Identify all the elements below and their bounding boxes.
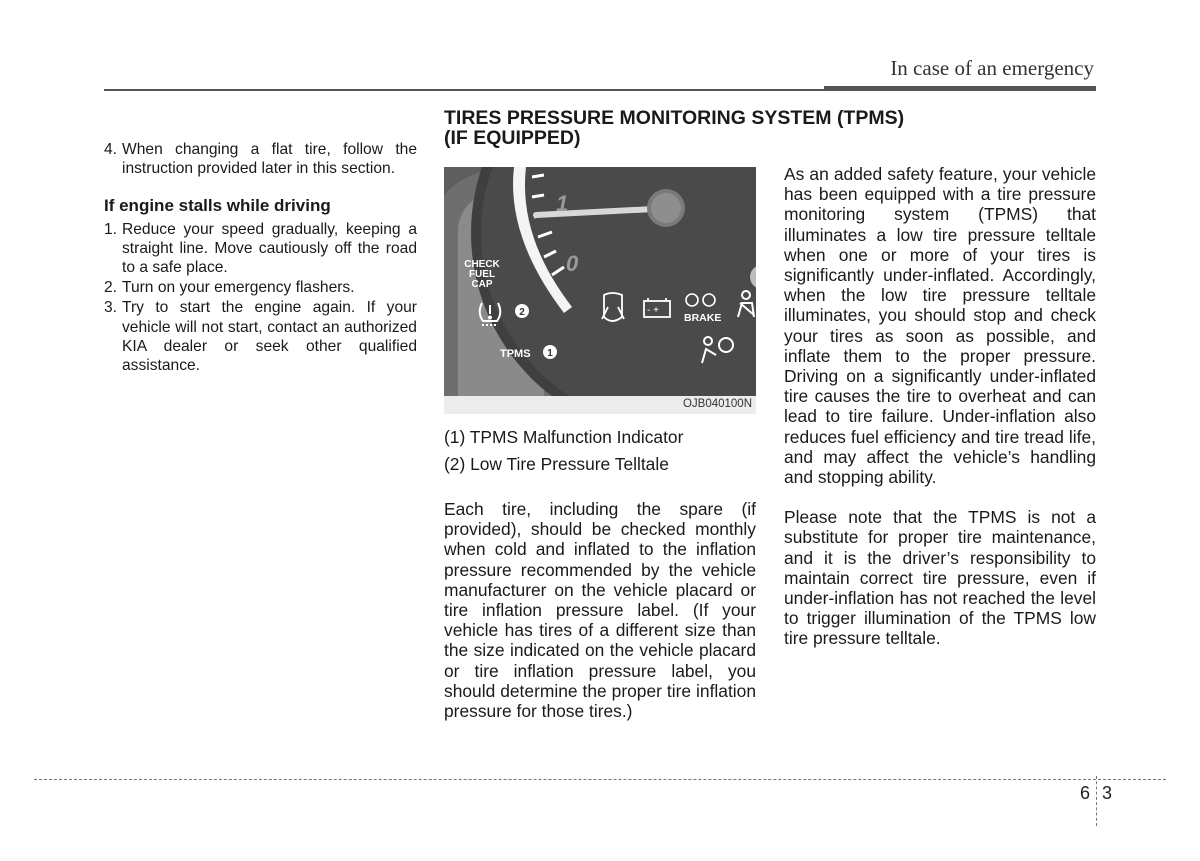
page-number-separator: [1096, 776, 1097, 826]
check-fuel-cap-label-1: CHECK: [464, 259, 500, 270]
list-number: 2.: [104, 279, 118, 297]
list-text: Turn on your emergency flashers.: [122, 279, 355, 297]
check-fuel-cap-label-2: FUEL: [468, 269, 496, 280]
list-item: [104, 278, 417, 297]
list-number: 3.: [104, 299, 118, 317]
chapter-number: 6: [1080, 783, 1091, 803]
right-column: [784, 164, 1096, 649]
gauge-number-1: 1: [556, 191, 569, 216]
subheading-engine-stalls: If engine stalls while driving: [104, 196, 331, 216]
tpms-label: TPMS: [500, 348, 531, 360]
list-text: Try to start the engine again. If your vehicle will not start, contact an authorized KIA dealer or seek other qualified assistance.: [122, 299, 417, 375]
figure-code-text: OJB040100N: [682, 398, 752, 410]
list-text: Reduce your speed gradually, keeping a straight line. Move cautiously off the road to a safe place.: [122, 220, 417, 277]
figure-caption-2: (2) Low Tire Pressure Telltale: [444, 454, 669, 474]
list-number: 1.: [104, 220, 118, 238]
paragraph-tpms-note: Please note that the TPMS is not a substitute for proper tire maintenance, and it is the driver’s responsibility to maintain correct tire pressure, even if under-inflation has not reached the level to trigger illumination of the TPMS low tire pressure telltale.: [784, 507, 1096, 649]
list-text: When changing a flat tire, follow the instruction provided later in this section.: [122, 141, 417, 178]
brake-label: BRAKE: [684, 312, 722, 324]
page-number: 3: [1102, 783, 1113, 803]
list-number: 4.: [104, 141, 118, 158]
gauge-number-0: 0: [566, 251, 579, 276]
paragraph-tire-check: Each tire, including the spare (if provided), should be checked monthly when cold and inflated to the inflation pressure recommended by the vehicle manufacturer on the vehicle placard or tire inflation pressure label. (If your vehicle has tires of a different size than the size indicated on the vehicle placard or tire inflation pressure label, you should determine the proper tire inflation pressure for those tires.): [444, 499, 756, 722]
section-heading-line1: TIRES PRESSURE MONITORING SYSTEM (TPMS): [444, 107, 905, 129]
instrument-cluster-figure: [444, 167, 756, 412]
section-heading: [444, 108, 1094, 148]
section-heading-line2: (IF EQUIPPED): [444, 127, 581, 149]
list-item: [104, 298, 417, 375]
header-rule-accent: [824, 86, 1096, 91]
check-fuel-cap-label-3: CAP: [471, 279, 493, 290]
left-column: [104, 140, 417, 375]
list-item: [104, 140, 417, 178]
footer-rule: [34, 779, 1166, 780]
callout-1-label: 1: [547, 348, 553, 359]
list-item: [104, 220, 417, 278]
chapter-title: In case of an emergency: [890, 56, 1094, 80]
figure-code: [444, 396, 756, 414]
figure-caption-1: (1) TPMS Malfunction Indicator: [444, 427, 684, 447]
callout-2-label: 2: [519, 307, 525, 318]
svg-text:- +: - +: [647, 305, 659, 316]
paragraph-tpms-feature: As an added safety feature, your vehicle has been equipped with a tire pressure monitoring system (TPMS) that illuminates a low tire pressure telltale when one or more of your tires is significantly under-inflated. Accordingly, when the low tire pressure telltale illuminates, you should stop and check your tires as soon as possible, and inflate them to the proper pressure. Driving on a significantly under-inflated tire causes the tire to overheat and can lead to tire failure. Under-inflation also reduces fuel efficiency and tire tread life, and may affect the vehicle’s handling and stopping ability.: [784, 164, 1096, 488]
